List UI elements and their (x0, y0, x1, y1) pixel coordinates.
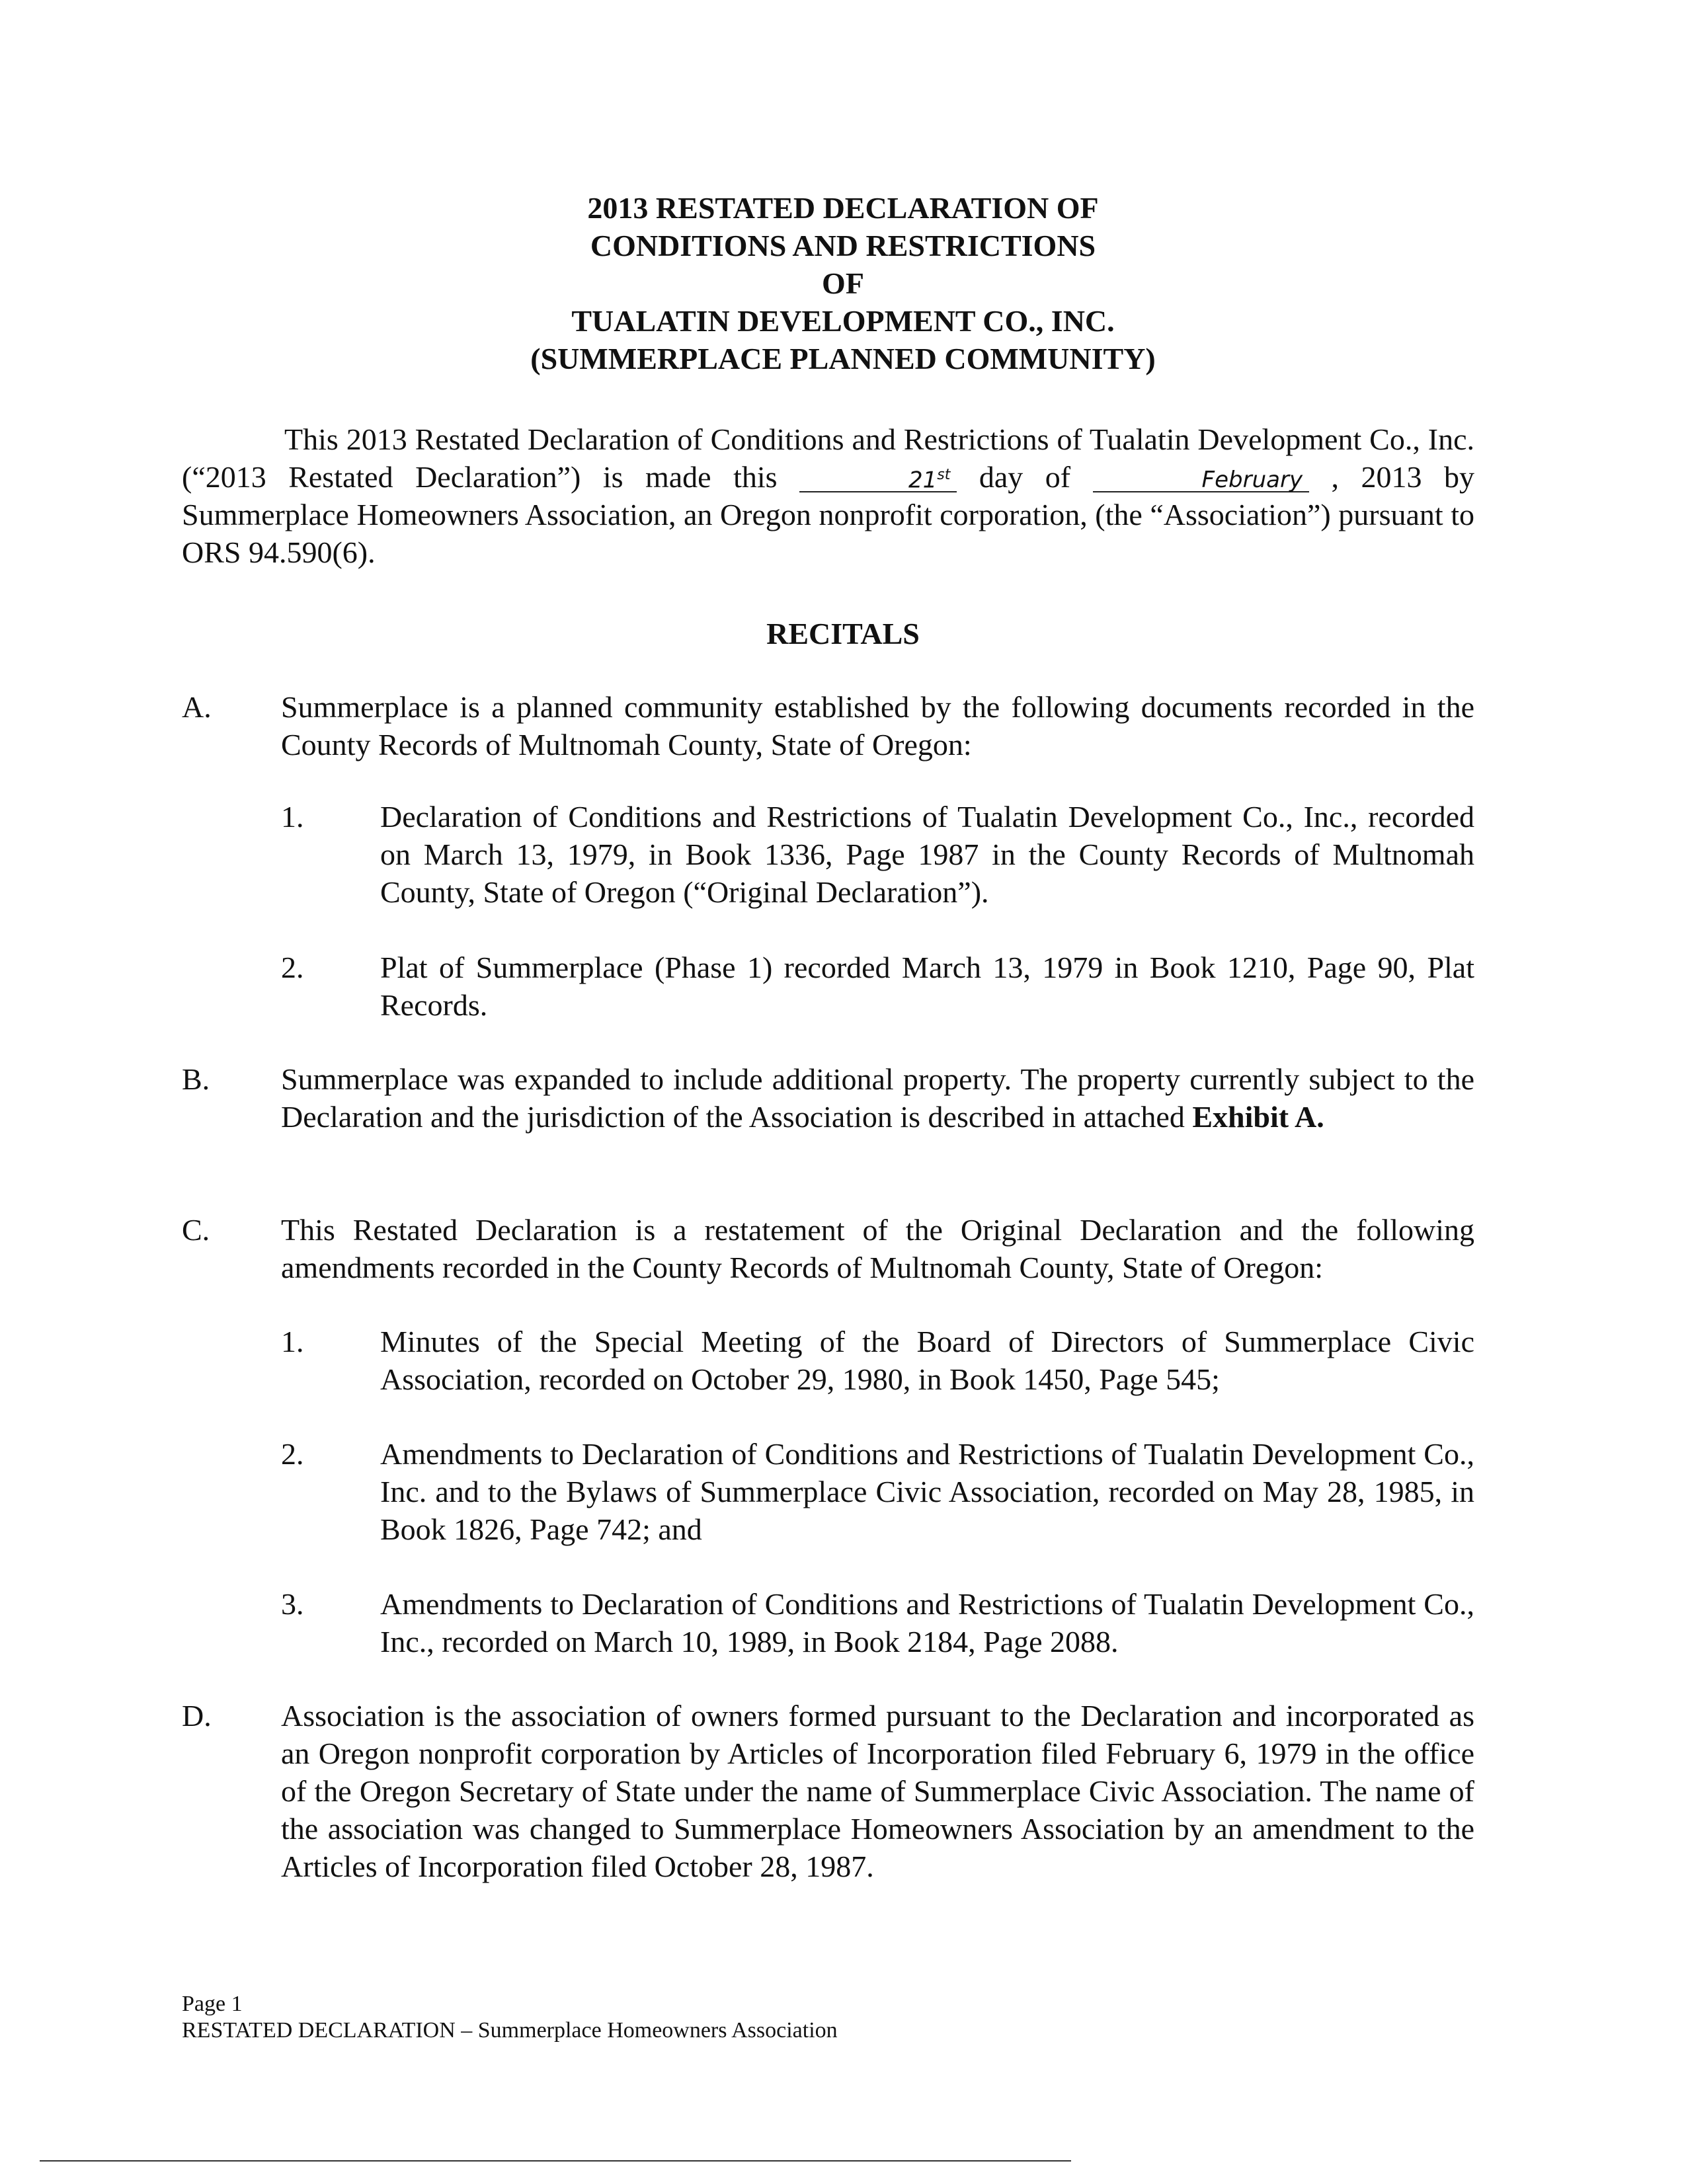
recital-c-item-2-marker: 2. (281, 1437, 304, 1471)
recital-a-item-1-text: Declaration of Conditions and Restrictions of Tualatin Development Co., Inc., recorded on March 13, 1979, in Book 1336, Page 1987 in the County Records of Multnomah County, State of Oregon (“Original Declaration”). (380, 800, 1474, 909)
recital-a-item-1-marker: 1. (281, 800, 304, 834)
recital-c-item-2-text: Amendments to Declaration of Conditions and Restrictions of Tualatin Development Co., Inc. and to the Bylaws of Summerplace Civic Association, recorded on May 28, 1985, in Book 1826, Page 742; and (380, 1437, 1474, 1546)
title-line-1: 2013 RESTATED DECLARATION OF (587, 191, 1099, 225)
recital-c-item-1-text: Minutes of the Special Meeting of the Board of Directors of Summerplace Civic Association, recorded on October 29, 1980, in Book 1450, Page 545; (380, 1325, 1474, 1396)
recital-d-text: Association is the association of owners formed pursuant to the Declaration and incorporated as an Oregon nonprofit corporation by Articles of Incorporation filed February 6, 1979 in the office of the Oregon Secretary of State under the name of Summerplace Civic Association. The name of the association was changed to Summerplace Homeowners Association by an amendment to the Articles of Incorporation filed October 28, 1987. (281, 1699, 1474, 1883)
recital-a-item-2-text: Plat of Summerplace (Phase 1) recorded March 13, 1979 in Book 1210, Page 90, Plat Records. (380, 951, 1474, 1022)
recital-c-item-1-marker: 1. (281, 1325, 304, 1358)
recitals-heading: RECITALS (766, 617, 920, 650)
recital-c-text: This Restated Declaration is a restatement of the Original Declaration and the following amendments recorded in the County Records of Multnomah County, State of Oregon: (281, 1213, 1474, 1284)
intro-text-start: This 2013 Restated Declaration of Conditions and Restrictions of Tualatin Development Co., Inc. (“2013 Restated Declaration”) is made this (182, 422, 1474, 494)
title-line-2: CONDITIONS AND RESTRICTIONS (590, 229, 1096, 262)
footer-document-name: RESTATED DECLARATION – Summerplace Homeowners Association (182, 2018, 838, 2043)
recital-b-text: Summerplace was expanded to include additional property. The property currently subject to the Declaration and the jurisdiction of the Association is described in attached (281, 1062, 1474, 1134)
intro-paragraph (182, 420, 1474, 571)
recital-a-item-2-marker: 2. (281, 951, 304, 984)
handwritten-day-number: 21 (908, 467, 938, 493)
handwritten-day (799, 468, 957, 492)
recital-c-item-3-marker: 3. (281, 1587, 304, 1621)
document-title (0, 189, 1686, 377)
footer-page-number: Page 1 (182, 1992, 243, 2016)
recital-c-marker: C. (182, 1213, 210, 1247)
recital-b-paragraph (281, 1060, 1474, 1136)
title-line-3: OF (822, 266, 864, 300)
recital-c-item-3-text: Amendments to Declaration of Conditions and Restrictions of Tualatin Development Co., Inc., recorded on March 10, 1989, in Book 2184, Page 2088. (380, 1587, 1474, 1658)
recital-d-marker: D. (182, 1699, 212, 1733)
recital-a-text: Summerplace is a planned community established by the following documents recorded in the County Records of Multnomah County, State of Oregon: (281, 690, 1474, 761)
title-line-5: (SUMMERPLACE PLANNED COMMUNITY) (530, 342, 1156, 375)
handwritten-day-suffix: st (937, 466, 951, 483)
intro-text-end: , 2013 by Summerplace Homeowners Association, an Oregon nonprofit corporation, (the “Association”) pursuant to ORS 94.590(6). (182, 460, 1475, 569)
exhibit-a-reference: Exhibit A. (1192, 1100, 1324, 1134)
handwritten-month: February (1093, 469, 1310, 492)
bottom-rule (40, 2160, 1071, 2162)
recital-a-marker: A. (182, 690, 212, 724)
title-line-4: TUALATIN DEVELOPMENT CO., INC. (571, 304, 1115, 338)
recital-b-marker: B. (182, 1062, 210, 1096)
intro-text-mid: day of (957, 460, 1093, 494)
